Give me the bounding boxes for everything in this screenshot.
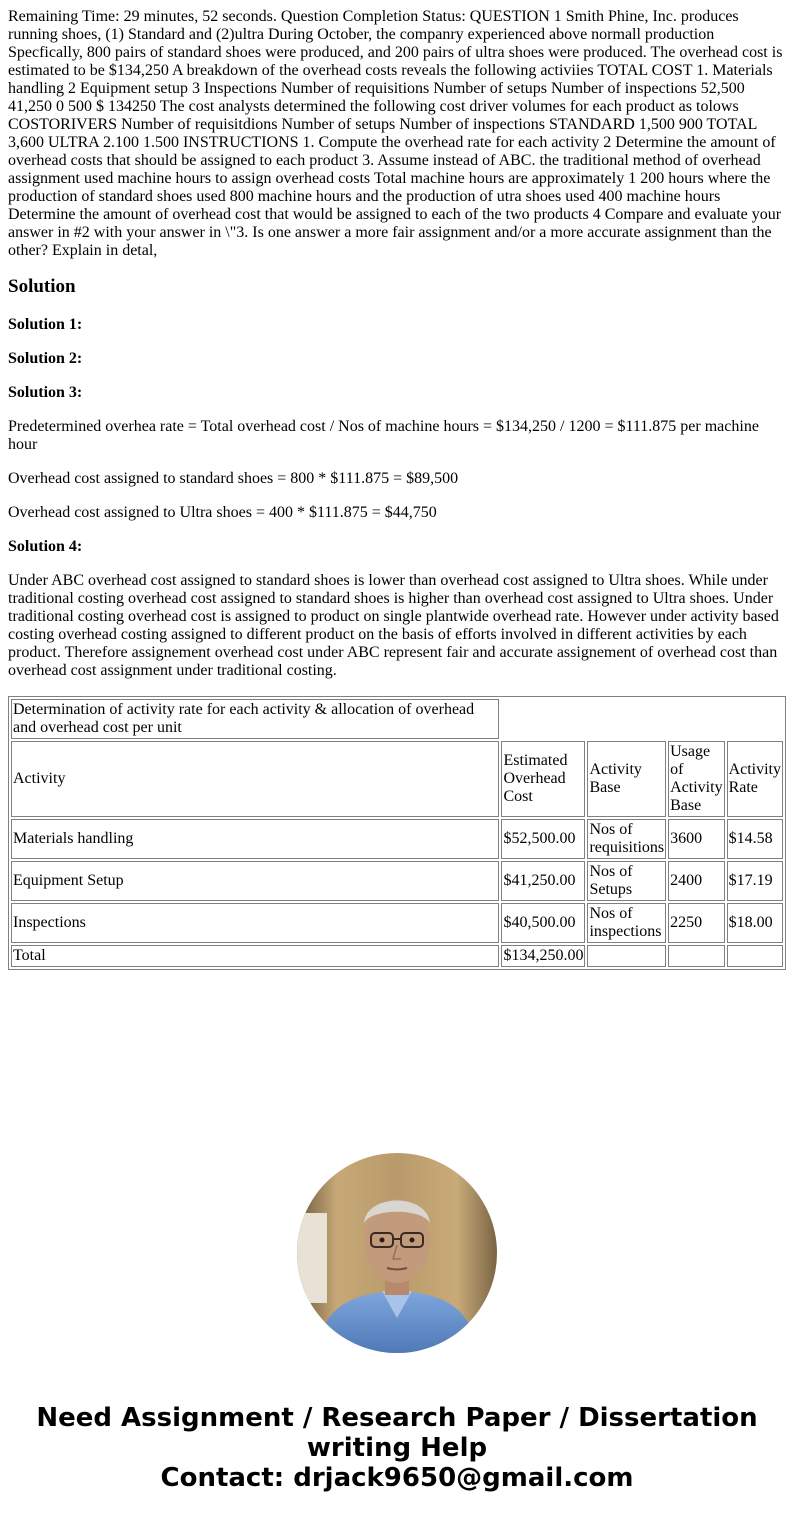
cell-cost: $134,250.00 <box>501 945 585 967</box>
cell-cost: $41,250.00 <box>501 861 585 901</box>
table-row <box>11 861 783 901</box>
cell-usage: 3600 <box>668 819 724 859</box>
author-avatar <box>297 1153 497 1353</box>
solution-4-label: Solution 4: <box>8 538 83 555</box>
solution-3-rate: Predetermined overhea rate = Total overhead cost / Nos of machine hours = $134,250 / 1200 = $111.875 per machine hour <box>8 418 759 453</box>
cell-activity: Inspections <box>11 903 499 943</box>
solution-heading: Solution <box>8 276 76 297</box>
solution-4-text: Under ABC overhead cost assigned to standard shoes is lower than overhead cost assigned to Ultra shoes. While under traditional costing overhead cost assigned to standard shoes is higher than overhead cost assigned to Ultra shoes. Under traditional costing overhead cost is assigned to product on single plantwide overhead rate. However under activity based costing overhead costing assigned to different product on the basis of efforts involved in different activities by each product. Therefore assignement overhead cost under ABC represent fair and accurate assignement of overhead cost than overhead cost assignment under traditional costing. <box>8 572 779 679</box>
cell-rate <box>727 945 783 967</box>
avatar-portrait-icon <box>297 1153 497 1353</box>
header-activity-rate: Activity Rate <box>727 741 783 817</box>
solution-3-label: Solution 3: <box>8 384 83 401</box>
footer-line-1: Need Assignment / Research Paper / Dissertation <box>36 1403 758 1433</box>
table-row <box>11 819 783 859</box>
cell-rate: $17.19 <box>727 861 783 901</box>
cell-rate: $14.58 <box>727 819 783 859</box>
solution-3-ultra: Overhead cost assigned to Ultra shoes = 400 * $111.875 = $44,750 <box>8 504 437 521</box>
table-caption-row <box>11 699 783 739</box>
cell-base <box>587 945 666 967</box>
table-caption: Determination of activity rate for each activity & allocation of overhead and overhead cost per unit <box>11 699 499 739</box>
header-activity-base: Activity Base <box>587 741 666 817</box>
footer-line-2: writing Help <box>306 1433 488 1463</box>
cell-rate: $18.00 <box>727 903 783 943</box>
header-estimated-cost: Estimated Overhead Cost <box>501 741 585 817</box>
cell-activity: Equipment Setup <box>11 861 499 901</box>
footer-line-3: Contact: drjack9650@gmail.com <box>160 1463 634 1493</box>
solution-3-standard: Overhead cost assigned to standard shoes = 800 * $111.875 = $89,500 <box>8 470 459 487</box>
cell-base: Nos of Setups <box>587 861 666 901</box>
cell-base: Nos of requisitions <box>587 819 666 859</box>
table-row <box>11 903 783 943</box>
cell-usage: 2250 <box>668 903 724 943</box>
table-total-row <box>11 945 783 967</box>
question-text: Remaining Time: 29 minutes, 52 seconds. Question Completion Status: QUESTION 1 Smith Phine, Inc. produces running shoes, (1) Standard and (2)ultra During October, the companry experienced above normall production Specfically, 800 pairs of standard shoes were produced, and 200 pairs of ultra shoes were produced. The overhead cost is estimated to be $134,250 A breakdown of the overhead costs reveals the following activiies TOTAL COST 1. Materials handling 2 Equipment setup 3 Inspections Number of requisitions Number of setups Number of inspections 52,500 41,250 0 500 $ 134250 The cost analysts determined the following cost driver volumes for each product as tolows COSTORIVERS Number of requisitdions Number of setups Number of inspections STANDARD 1,500 900 TOTAL 3,600 ULTRA 2.100 1.500 INSTRUCTIONS 1. Compute the overhead rate for each activity 2 Determine the amount of overhead costs that should be assigned to each product 3. Assume instead of ABC. the traditional method of overhead assignment used machine hours to assign overhead costs Total machine hours are approximately 1 200 hours where the production of standard shoes used 800 machine hours and the production of utra shoes used 400 machine hours Determine the amount of overhead cost that would be assigned to each of the two products 4 Compare and evaluate your answer in #2 with your answer in \"3. Is one answer a more fair assignment and/or a more accurate assignment than the other? Explain in detal, <box>8 8 783 259</box>
table-header-row <box>11 741 783 817</box>
footer-contact <box>0 1403 794 1493</box>
solution-1-label: Solution 1: <box>8 316 83 333</box>
cell-activity: Materials handling <box>11 819 499 859</box>
header-usage: Usage of Activity Base <box>668 741 724 817</box>
solution-2-label: Solution 2: <box>8 350 83 367</box>
header-activity: Activity <box>11 741 499 817</box>
cell-base: Nos of inspections <box>587 903 666 943</box>
cell-cost: $52,500.00 <box>501 819 585 859</box>
activity-rate-table <box>8 696 786 970</box>
cell-cost: $40,500.00 <box>501 903 585 943</box>
cell-usage <box>668 945 724 967</box>
cell-activity: Total <box>11 945 499 967</box>
cell-usage: 2400 <box>668 861 724 901</box>
